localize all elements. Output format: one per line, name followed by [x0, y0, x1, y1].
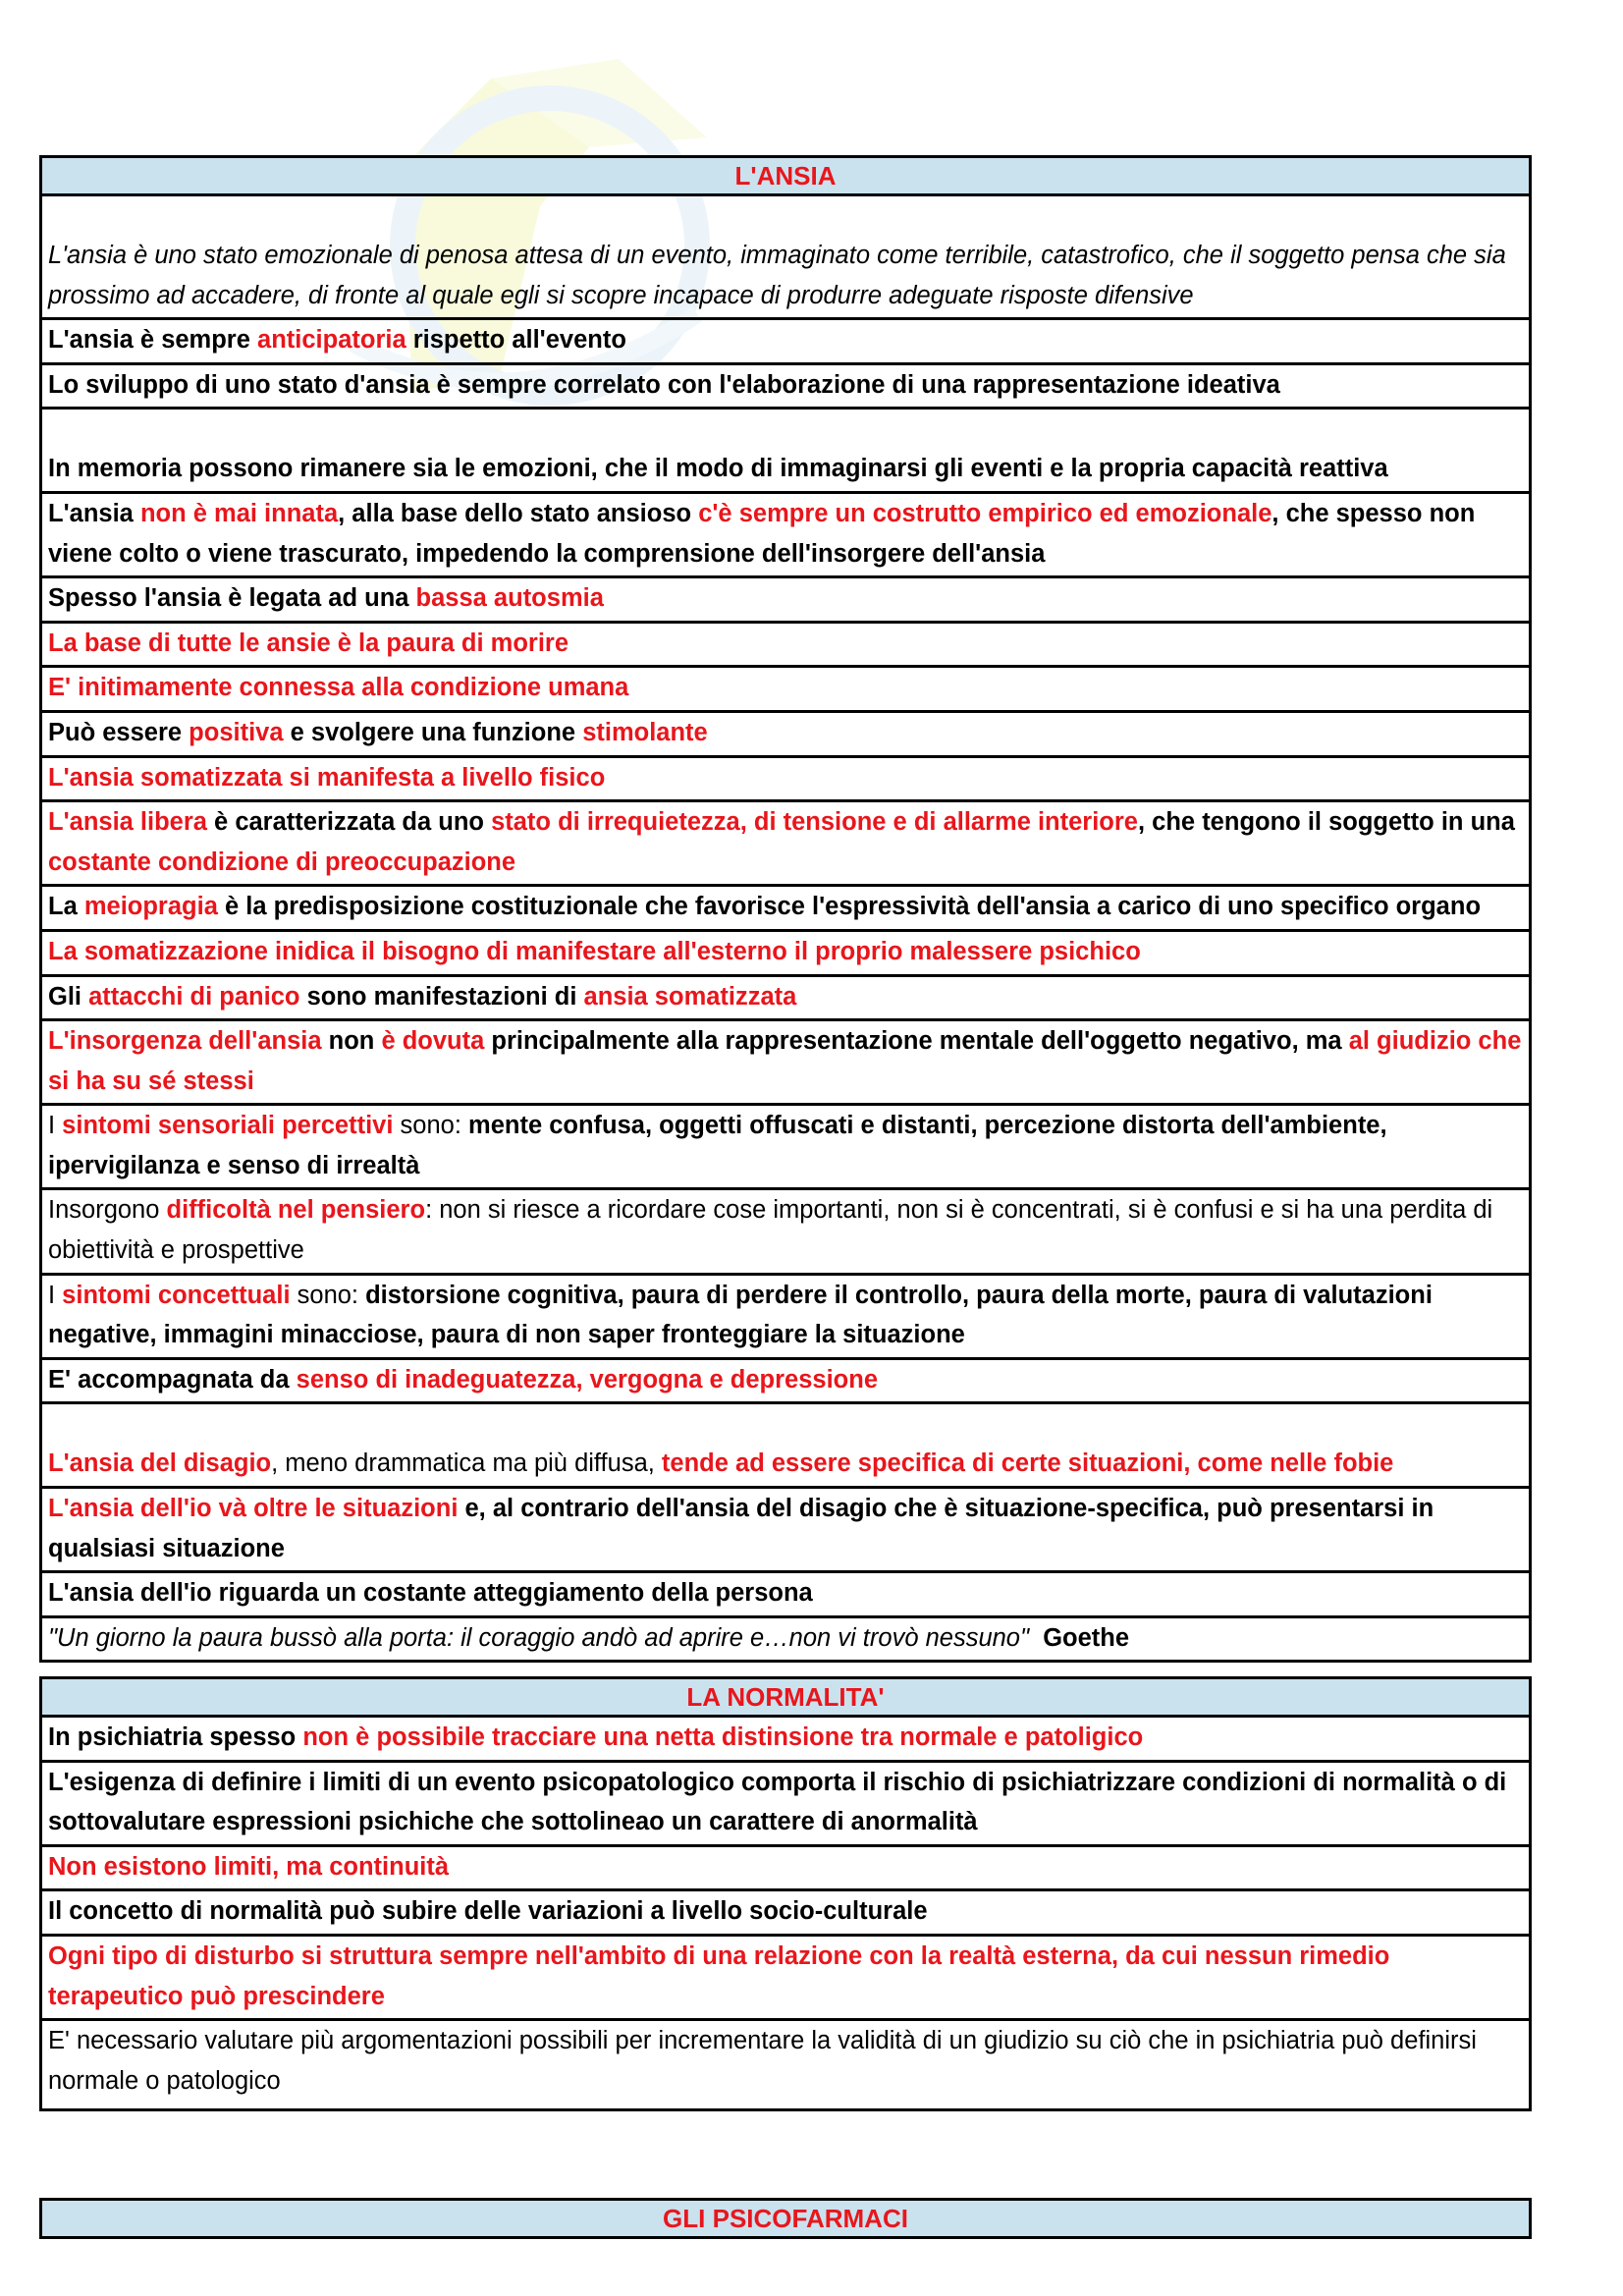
table-row: "Un giorno la paura bussò alla porta: il coraggio andò ad aprire e…non vi trovò nessuno" Goethe — [48, 1623, 1130, 1652]
section-title-normalita: LA NORMALITA' — [42, 1679, 1529, 1718]
table-row: L'ansia dell'io và oltre le situazioni e, al contrario dell'ansia del disagio che è situazione-specifica, può presentarsi in qualsiasi situazione — [42, 1489, 1529, 1573]
table-row: La meiopragia è la predisposizione costituzionale che favorisce l'espressività dell'ansia a carico di uno specifico organo — [42, 887, 1529, 932]
table-row: L'ansia non è mai innata, alla base dello stato ansioso c'è sempre un costrutto empirico ed emozionale, che spesso non viene colto o viene trascurato, impedendo la comprensione dell'insorgere dell'ansia — [42, 494, 1529, 578]
table-row: I sintomi concettuali sono: distorsione cognitiva, paura di perdere il controllo, paura della morte, paura di valutazioni negative, immagini minacciose, paura di non saper fronteggiare la situazione — [42, 1276, 1529, 1360]
table-row: E' accompagnata da senso di inadeguatezza, vergogna e depressione — [42, 1360, 1529, 1405]
table-row: E' necessario valutare più argomentazioni possibili per incrementare la validità di un giudizio su ciò che in psichiatria può definirsi normale o patologico — [48, 2027, 1477, 2095]
table-row: In psichiatria spesso non è possibile tracciare una netta distinsione tra normale e patoligico — [42, 1718, 1529, 1763]
normalita-table — [39, 1676, 1532, 2111]
section-title-ansia: L'ANSIA — [42, 158, 1529, 196]
section-title-psicofarmaci: GLI PSICOFARMACI — [42, 2201, 1529, 2236]
table-row: La somatizzazione inidica il bisogno di manifestare all'esterno il proprio malessere psichico — [42, 932, 1529, 977]
table-row: L'ansia è uno stato emozionale di penosa attesa di un evento, immaginato come terribile, catastrofico, che il soggetto pensa che sia prossimo ad accadere, di fronte al quale egli si scopre incapace di produrre adeguate risposte difensive — [42, 196, 1529, 320]
table-row: L'ansia è sempre anticipatoria rispetto all'evento — [42, 320, 1529, 365]
table-row: I sintomi sensoriali percettivi sono: mente confusa, oggetti offuscati e distanti, percezione distorta dell'ambiente, ipervigilanza e senso di irrealtà — [42, 1106, 1529, 1190]
table-row: Insorgono difficoltà nel pensiero: non si riesce a ricordare cose importanti, non si è concentrati, si è confusi e si ha una perdita di obiettività e prospettive — [42, 1190, 1529, 1275]
table-row: Gli attacchi di panico sono manifestazioni di ansia somatizzata — [42, 977, 1529, 1022]
table-row: L'insorgenza dell'ansia non è dovuta principalmente alla rappresentazione mentale dell'oggetto negativo, ma al giudizio che si ha su sé stessi — [42, 1021, 1529, 1106]
table-row: Ogni tipo di disturbo si struttura sempre nell'ambito di una relazione con la realtà esterna, da cui nessun rimedio terapeutico può prescindere — [42, 1937, 1529, 2021]
table-row: Spesso l'ansia è legata ad una bassa autosmia — [42, 578, 1529, 624]
ansia-table — [39, 155, 1532, 1663]
table-row: Il concetto di normalità può subire delle variazioni a livello socio-culturale — [42, 1891, 1529, 1937]
table-row: L'ansia dell'io riguarda un costante atteggiamento della persona — [42, 1573, 1529, 1618]
table-row: L'ansia del disagio, meno drammatica ma più diffusa, tende ad essere specifica di certe situazioni, come nelle fobie — [42, 1404, 1529, 1489]
table-row: Può essere positiva e svolgere una funzione stimolante — [42, 713, 1529, 758]
psicofarmaci-table — [39, 2198, 1532, 2239]
table-row: L'ansia somatizzata si manifesta a livello fisico — [42, 758, 1529, 803]
table-row: In memoria possono rimanere sia le emozioni, che il modo di immaginarsi gli eventi e la propria capacità reattiva — [42, 410, 1529, 494]
table-row: E' initimamente connessa alla condizione umana — [42, 668, 1529, 713]
table-row: Non esistono limiti, ma continuità — [42, 1847, 1529, 1892]
table-row: L'ansia libera è caratterizzata da uno stato di irrequietezza, di tensione e di allarme interiore, che tengono il soggetto in una costante condizione di preoccupazione — [42, 802, 1529, 887]
table-row: La base di tutte le ansie è la paura di morire — [42, 624, 1529, 669]
table-row: Lo sviluppo di uno stato d'ansia è sempre correlato con l'elaborazione di una rappresentazione ideativa — [42, 365, 1529, 410]
table-row: L'esigenza di definire i limiti di un evento psicopatologico comporta il rischio di psichiatrizzare condizioni di normalità o di sottovalutare espressioni psichiche che sottolineao un carattere di anormalità — [42, 1763, 1529, 1847]
